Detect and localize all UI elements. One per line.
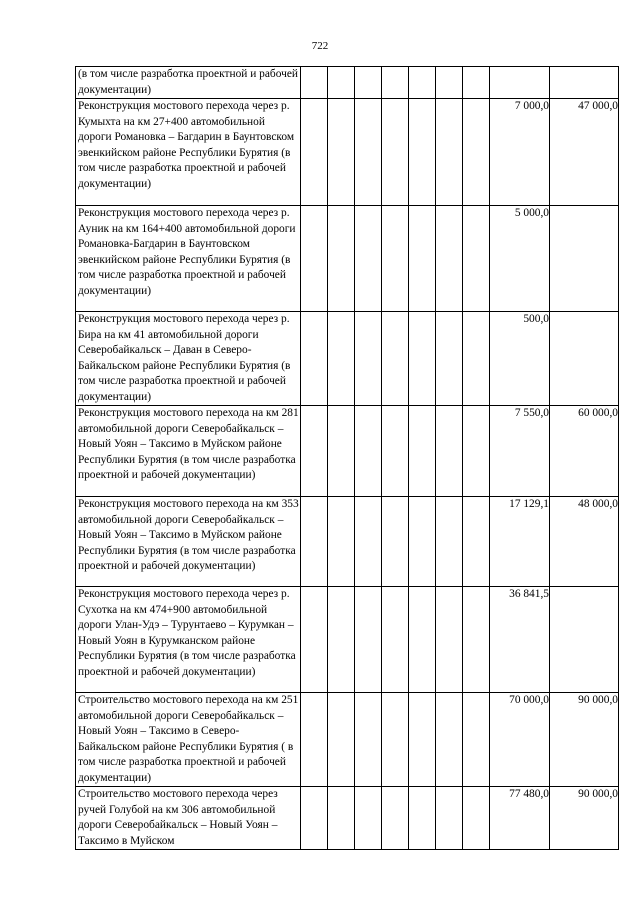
value-cell-2: 47 000,0 [550, 99, 619, 206]
empty-cell [436, 206, 463, 312]
value-cell-2: 90 000,0 [550, 693, 619, 787]
value-cell-1 [490, 67, 550, 99]
empty-cell [301, 587, 328, 693]
empty-cell [328, 312, 355, 406]
empty-cell [409, 787, 436, 850]
empty-cell [355, 787, 382, 850]
empty-cell [463, 693, 490, 787]
empty-cell [409, 206, 436, 312]
empty-cell [382, 693, 409, 787]
empty-cell [301, 787, 328, 850]
empty-cell [328, 67, 355, 99]
empty-cell [355, 67, 382, 99]
table-row [76, 406, 619, 497]
value-cell-1: 7 550,0 [490, 406, 550, 497]
empty-cell [355, 206, 382, 312]
empty-cell [436, 693, 463, 787]
empty-cell [436, 406, 463, 497]
empty-cell [382, 67, 409, 99]
empty-cell [409, 406, 436, 497]
empty-cell [382, 587, 409, 693]
empty-cell [328, 497, 355, 587]
empty-cell [382, 206, 409, 312]
value-cell-2 [550, 67, 619, 99]
empty-cell [436, 99, 463, 206]
empty-cell [328, 206, 355, 312]
row-description: Реконструкция мостового перехода через р. Ауник на км 164+400 автомобильной дороги Романовка-Багдарин в Баунтовском эвенкийском районе Республики Бурятия (в том числе разработка проектной и рабочей документации) [76, 206, 301, 312]
empty-cell [436, 312, 463, 406]
empty-cell [355, 406, 382, 497]
empty-cell [382, 787, 409, 850]
empty-cell [463, 787, 490, 850]
empty-cell [382, 497, 409, 587]
row-description: Реконструкция мостового перехода через р. Кумыхта на км 27+400 автомобильной дороги Романовка – Багдарин в Баунтовском эвенкийском районе Республики Бурятия (в том числе разработка проектной и рабочей документации) [76, 99, 301, 206]
row-description: Реконструкция мостового перехода на км 353 автомобильной дороги Северобайкальск – Новый Уоян – Таксимо в Муйском районе Республики Бурятия (в том числе разработка проектной и рабочей документации) [76, 497, 301, 587]
empty-cell [409, 67, 436, 99]
empty-cell [328, 787, 355, 850]
empty-cell [382, 406, 409, 497]
value-cell-1: 500,0 [490, 312, 550, 406]
empty-cell [301, 67, 328, 99]
value-cell-2 [550, 312, 619, 406]
row-description: Реконструкция мостового перехода через р. Бира на км 41 автомобильной дороги Северобайкальск – Даван в Северо-Байкальском районе Республики Бурятия (в том числе разработка проектной и рабочей документации) [76, 312, 301, 406]
empty-cell [355, 693, 382, 787]
empty-cell [328, 406, 355, 497]
empty-cell [355, 99, 382, 206]
empty-cell [409, 497, 436, 587]
empty-cell [382, 312, 409, 406]
empty-cell [301, 312, 328, 406]
value-cell-1: 36 841,5 [490, 587, 550, 693]
value-cell-1: 5 000,0 [490, 206, 550, 312]
empty-cell [301, 206, 328, 312]
value-cell-2 [550, 206, 619, 312]
row-description: (в том числе разработка проектной и рабочей документации) [76, 67, 301, 99]
empty-cell [301, 497, 328, 587]
value-cell-2: 48 000,0 [550, 497, 619, 587]
empty-cell [409, 312, 436, 406]
budget-table [75, 66, 619, 850]
empty-cell [301, 693, 328, 787]
empty-cell [328, 693, 355, 787]
table-row [76, 587, 619, 693]
value-cell-2: 90 000,0 [550, 787, 619, 850]
empty-cell [409, 693, 436, 787]
table-row [76, 206, 619, 312]
empty-cell [463, 67, 490, 99]
value-cell-1: 70 000,0 [490, 693, 550, 787]
empty-cell [463, 406, 490, 497]
empty-cell [463, 206, 490, 312]
table-row [76, 312, 619, 406]
empty-cell [436, 587, 463, 693]
empty-cell [409, 99, 436, 206]
empty-cell [463, 497, 490, 587]
table-row [76, 787, 619, 850]
empty-cell [382, 99, 409, 206]
table-row [76, 67, 619, 99]
row-description: Строительство мостового перехода через ручей Голубой на км 306 автомобильной дороги Северобайкальск – Новый Уоян – Таксимо в Муйском [76, 787, 301, 850]
empty-cell [355, 312, 382, 406]
empty-cell [409, 587, 436, 693]
empty-cell [301, 406, 328, 497]
row-description: Строительство мостового перехода на км 251 автомобильной дороги Северобайкальск – Новый Уоян – Таксимо в Северо-Байкальском районе Республики Бурятия ( в том числе разработка проектной и рабочей документации) [76, 693, 301, 787]
row-description: Реконструкция мостового перехода на км 281 автомобильной дороги Северобайкальск – Новый Уоян – Таксимо в Муйском районе Республики Бурятия (в том числе разработка проектной и рабочей документации) [76, 406, 301, 497]
empty-cell [436, 787, 463, 850]
empty-cell [355, 497, 382, 587]
value-cell-1: 77 480,0 [490, 787, 550, 850]
empty-cell [355, 587, 382, 693]
empty-cell [301, 99, 328, 206]
empty-cell [328, 587, 355, 693]
empty-cell [463, 587, 490, 693]
empty-cell [436, 497, 463, 587]
row-description: Реконструкция мостового перехода через р. Сухотка на км 474+900 автомобильной дороги Улан-Удэ – Турунтаево – Курумкан – Новый Уоян в Курумканском районе Республики Бурятия (в том числе разработка проектной и рабочей документации) [76, 587, 301, 693]
page-number: 722 [311, 40, 329, 52]
empty-cell [463, 312, 490, 406]
table-row [76, 497, 619, 587]
empty-cell [436, 67, 463, 99]
value-cell-2: 60 000,0 [550, 406, 619, 497]
empty-cell [328, 99, 355, 206]
table-row [76, 99, 619, 206]
value-cell-1: 7 000,0 [490, 99, 550, 206]
value-cell-2 [550, 587, 619, 693]
table-row [76, 693, 619, 787]
empty-cell [463, 99, 490, 206]
value-cell-1: 17 129,1 [490, 497, 550, 587]
